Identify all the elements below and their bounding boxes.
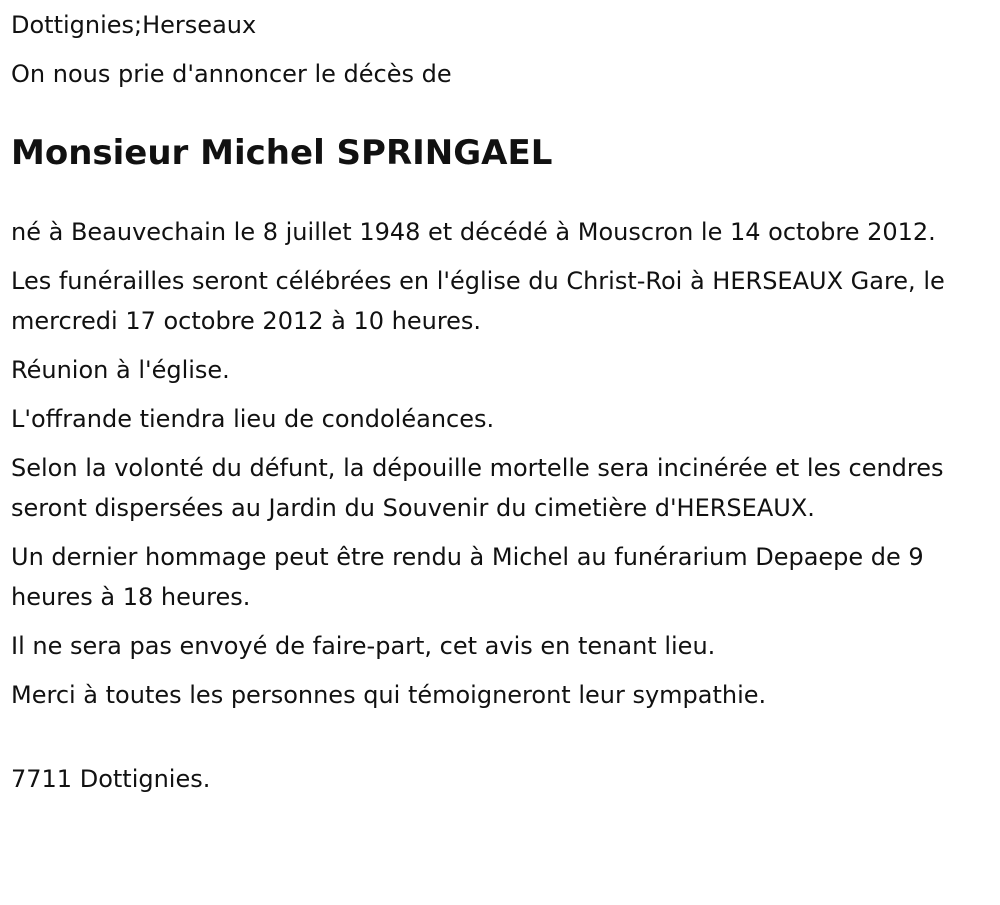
birth-death-details: né à Beauvechain le 8 juillet 1948 et décédé à Mouscron le 14 octobre 2012. [11, 218, 936, 246]
location-heading: Dottignies;Herseaux [11, 11, 257, 39]
cremation-details: Selon la volonté du défunt, la dépouille mortelle sera incinérée et les cendres seront dispersées au Jardin du Souvenir du cimetière d'HERSEAUX. [11, 454, 944, 522]
condolences-note: L'offrande tiendra lieu de condoléances. [11, 405, 495, 433]
announcement-intro: On nous prie d'annoncer le décès de [11, 60, 452, 88]
closing-location: 7711 Dottignies. [11, 765, 211, 793]
notice-content [11, 0, 986, 799]
announcement-note: Il ne sera pas envoyé de faire-part, cet avis en tenant lieu. [11, 632, 716, 660]
deceased-name: Monsieur Michel SPRINGAEL [11, 133, 553, 173]
tribute-details: Un dernier hommage peut être rendu à Michel au funérarium Depaepe de 9 heures à 18 heures. [11, 543, 924, 611]
meeting-place: Réunion à l'église. [11, 356, 230, 384]
thanks-message: Merci à toutes les personnes qui témoigneront leur sympathie. [11, 681, 767, 709]
funeral-details: Les funérailles seront célébrées en l'église du Christ-Roi à HERSEAUX Gare, le mercredi 17 octobre 2012 à 10 heures. [11, 267, 945, 335]
